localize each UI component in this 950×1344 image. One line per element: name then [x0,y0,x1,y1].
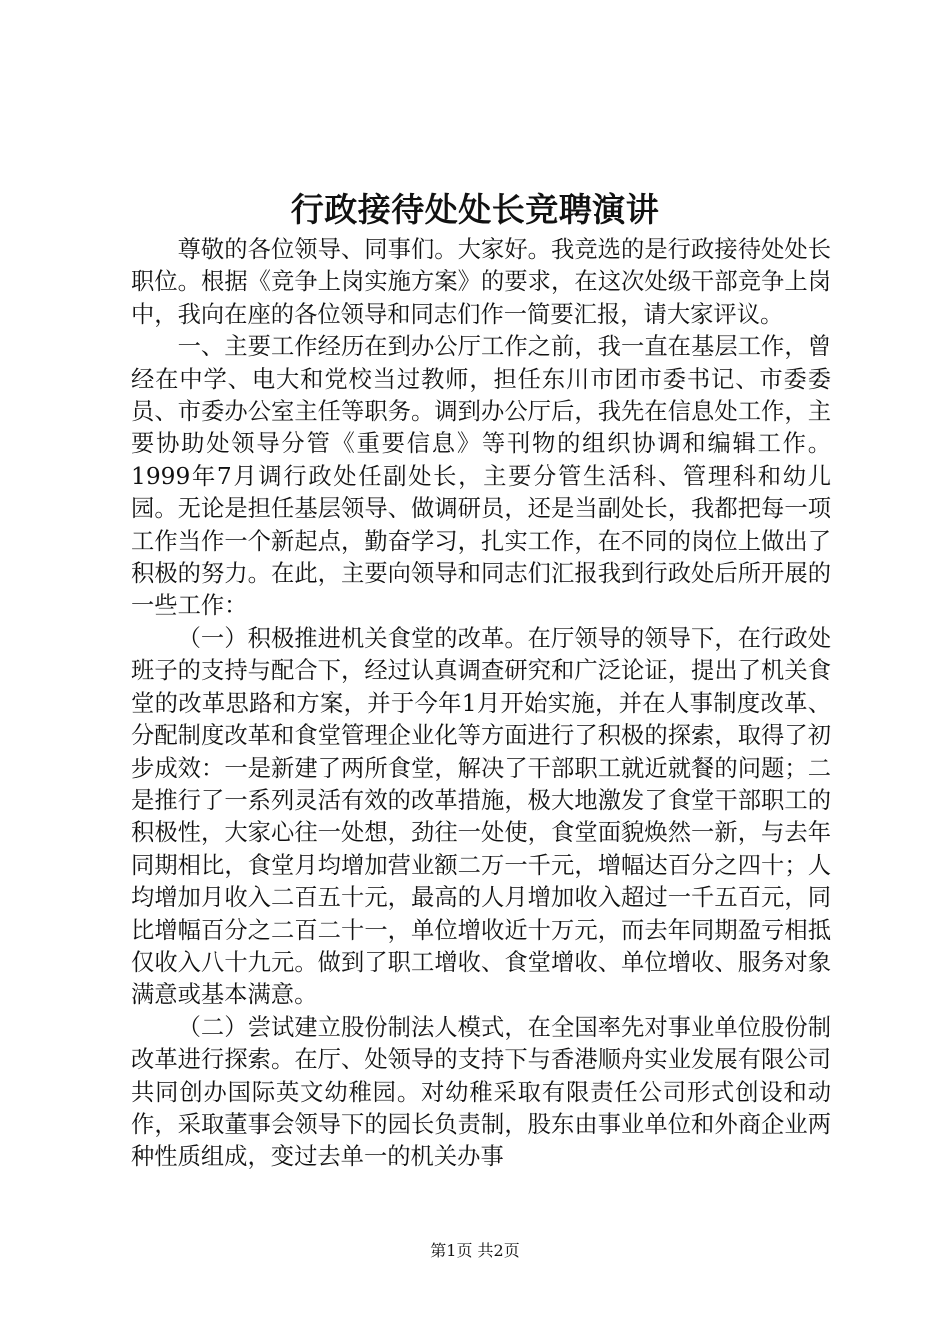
page-number: 第1页 共2页 [430,1241,520,1260]
paragraph-kindergarten-reform: （二）尝试建立股份制法人模式，在全国率先对事业单位股份制改革进行探索。在厅、处领导的支持下与香港顺舟实业发展有限公司共同创办国际英文幼稚园。对幼稚采取有限责任公司形式创设和动作，采取董事会领导下的园长负责制，股东由事业单位和外商企业两种性质组成，变过去单一的机关办事 [131,1013,831,1171]
document-body [131,234,831,1174]
document-title: 行政接待处处长竞聘演讲 [290,190,660,229]
paragraph-canteen-reform: （一）积极推进机关食堂的改革。在厅领导的领导下，在行政处班子的支持与配合下，经过认真调查研究和广泛论证，提出了机关食堂的改革思路和方案，并于今年1月开始实施，并在人事制度改革、分配制度改革和食堂管理企业化等方面进行了积极的探索，取得了初步成效：一是新建了两所食堂，解决了干部职工就近就餐的问题；二是推行了一系列灵活有效的改革措施，极大地激发了食堂干部职工的积极性，大家心往一处想，劲往一处使，食堂面貌焕然一新，与去年同期相比，食堂月均增加营业额二万一千元，增幅达百分之四十；人均增加月收入二百五十元，最高的人月增加收入超过一千五百元，同比增幅百分之二百二十一，单位增收近十万元，而去年同期盈亏相抵仅收入八十九元。做到了职工增收、食堂增收、单位增收、服务对象满意或基本满意。 [131,624,831,1009]
paragraph-work-experience: 一、主要工作经历在到办公厅工作之前，我一直在基层工作，曾经在中学、电大和党校当过教师，担任东川市团市委书记、市委委员、市委办公室主任等职务。调到办公厅后，我先在信息处工作，主要协助处领导分管《重要信息》等刊物的组织协调和编辑工作。1999年7月调行政处任副处长，主要分管生活科、管理科和幼儿园。无论是担任基层领导、做调研员，还是当副处长，我都把每一项工作当作一个新起点，勤奋学习，扎实工作，在不同的岗位上做出了积极的努力。在此，主要向领导和同志们汇报我到行政处后所开展的一些工作： [131,333,831,620]
paragraph-greeting: 尊敬的各位领导、同事们。大家好。我竞选的是行政接待处处长职位。根据《竞争上岗实施方案》的要求，在这次处级干部竞争上岗中，我向在座的各位领导和同志们作一简要汇报，请大家评议。 [131,236,831,328]
